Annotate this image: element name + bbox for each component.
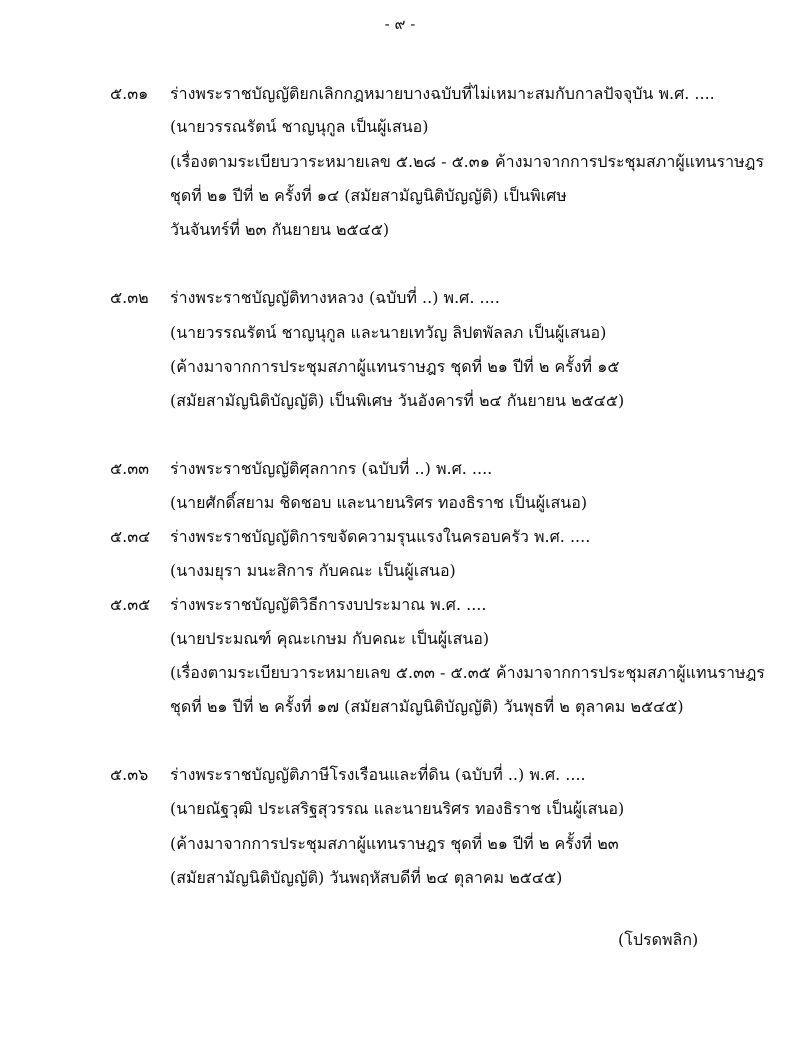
note-line: (เรื่องตามระเบียบวาระหมายเลข ๕.๒๘ - ๕.๓๑ ค้างมาจากการประชุมสภาผู้แทนราษฎร (170, 152, 764, 171)
proposer: (นางมยุรา มนะสิการ กับคณะ เป็นผู้เสนอ) (170, 561, 456, 580)
note-line: (ค้างมาจากการประชุมสภาผู้แทนราษฎร ชุดที่ ๒๑ ปีที่ ๒ ครั้งที่ ๑๕ (170, 357, 620, 376)
note-line: (สมัยสามัญนิติบัญญัติ) วันพฤหัสบดีที่ ๒๔ ตุลาคม ๒๕๔๕) (170, 868, 563, 887)
note-line: วันจันทร์ที่ ๒๓ กันยายน ๒๕๔๕) (170, 220, 390, 239)
bill-title: ร่างพระราชบัญญัติการขจัดความรุนแรงในครอบครัว พ.ศ. .... (170, 527, 591, 546)
proposer: (นายวรรณรัตน์ ชาญนุกูล เป็นผู้เสนอ) (170, 117, 429, 136)
bill-title: ร่างพระราชบัญญัติยกเลิกกฎหมายบางฉบับที่ไม่เหมาะสมกับกาลปัจจุบัน พ.ศ. .... (170, 84, 715, 103)
please-turn-over-note: (โปรดพลิก) (618, 930, 699, 949)
note-line: ชุดที่ ๒๑ ปีที่ ๒ ครั้งที่ ๑๗ (สมัยสามัญนิติบัญญัติ) วันพุธที่ ๒ ตุลาคม ๒๕๔๕) (170, 697, 684, 716)
item-number: ๕.๓๖ (110, 765, 149, 784)
item-number: ๕.๓๓ (110, 459, 150, 478)
item-number: ๕.๓๒ (110, 288, 149, 307)
item-number: ๕.๓๔ (110, 527, 151, 546)
proposer: (นายวรรณรัตน์ ชาญนุกูล และนายเทวัญ ลิปตพัลลภ เป็นผู้เสนอ) (170, 323, 607, 342)
proposer: (นายศักดิ์สยาม ชิดชอบ และนายนริศร ทองธิราช เป็นผู้เสนอ) (170, 493, 588, 512)
page-number: - ๙ - (384, 15, 416, 33)
bill-title: ร่างพระราชบัญญัติวิธีการงบประมาณ พ.ศ. .... (170, 595, 487, 614)
note-line: (เรื่องตามระเบียบวาระหมายเลข ๕.๓๓ - ๕.๓๕ ค้างมาจากการประชุมสภาผู้แทนราษฎร (170, 663, 765, 682)
bill-title: ร่างพระราชบัญญัติศุลกากร (ฉบับที่ ..) พ.ศ. .... (170, 459, 493, 478)
bill-title: ร่างพระราชบัญญัติภาษีโรงเรือนและที่ดิน (ฉบับที่ ..) พ.ศ. .... (170, 765, 586, 784)
proposer: (นายประมณฑ์ คุณะเกษม กับคณะ เป็นผู้เสนอ) (170, 629, 490, 648)
item-number: ๕.๓๑ (110, 84, 149, 103)
note-line: ชุดที่ ๒๑ ปีที่ ๒ ครั้งที่ ๑๔ (สมัยสามัญนิติบัญญัติ) เป็นพิเศษ (170, 186, 567, 205)
proposer: (นายณัฐวุฒิ ประเสริฐสุวรรณ และนายนริศร ทองธิราช เป็นผู้เสนอ) (170, 799, 625, 818)
note-line: (ค้างมาจากการประชุมสภาผู้แทนราษฎร ชุดที่ ๒๑ ปีที่ ๒ ครั้งที่ ๒๓ (170, 834, 619, 853)
bill-title: ร่างพระราชบัญญัติทางหลวง (ฉบับที่ ..) พ.ศ. .... (170, 288, 500, 307)
item-number: ๕.๓๕ (110, 595, 151, 614)
note-line: (สมัยสามัญนิติบัญญัติ) เป็นพิเศษ วันอังคารที่ ๒๔ กันยายน ๒๕๔๕) (170, 391, 625, 410)
